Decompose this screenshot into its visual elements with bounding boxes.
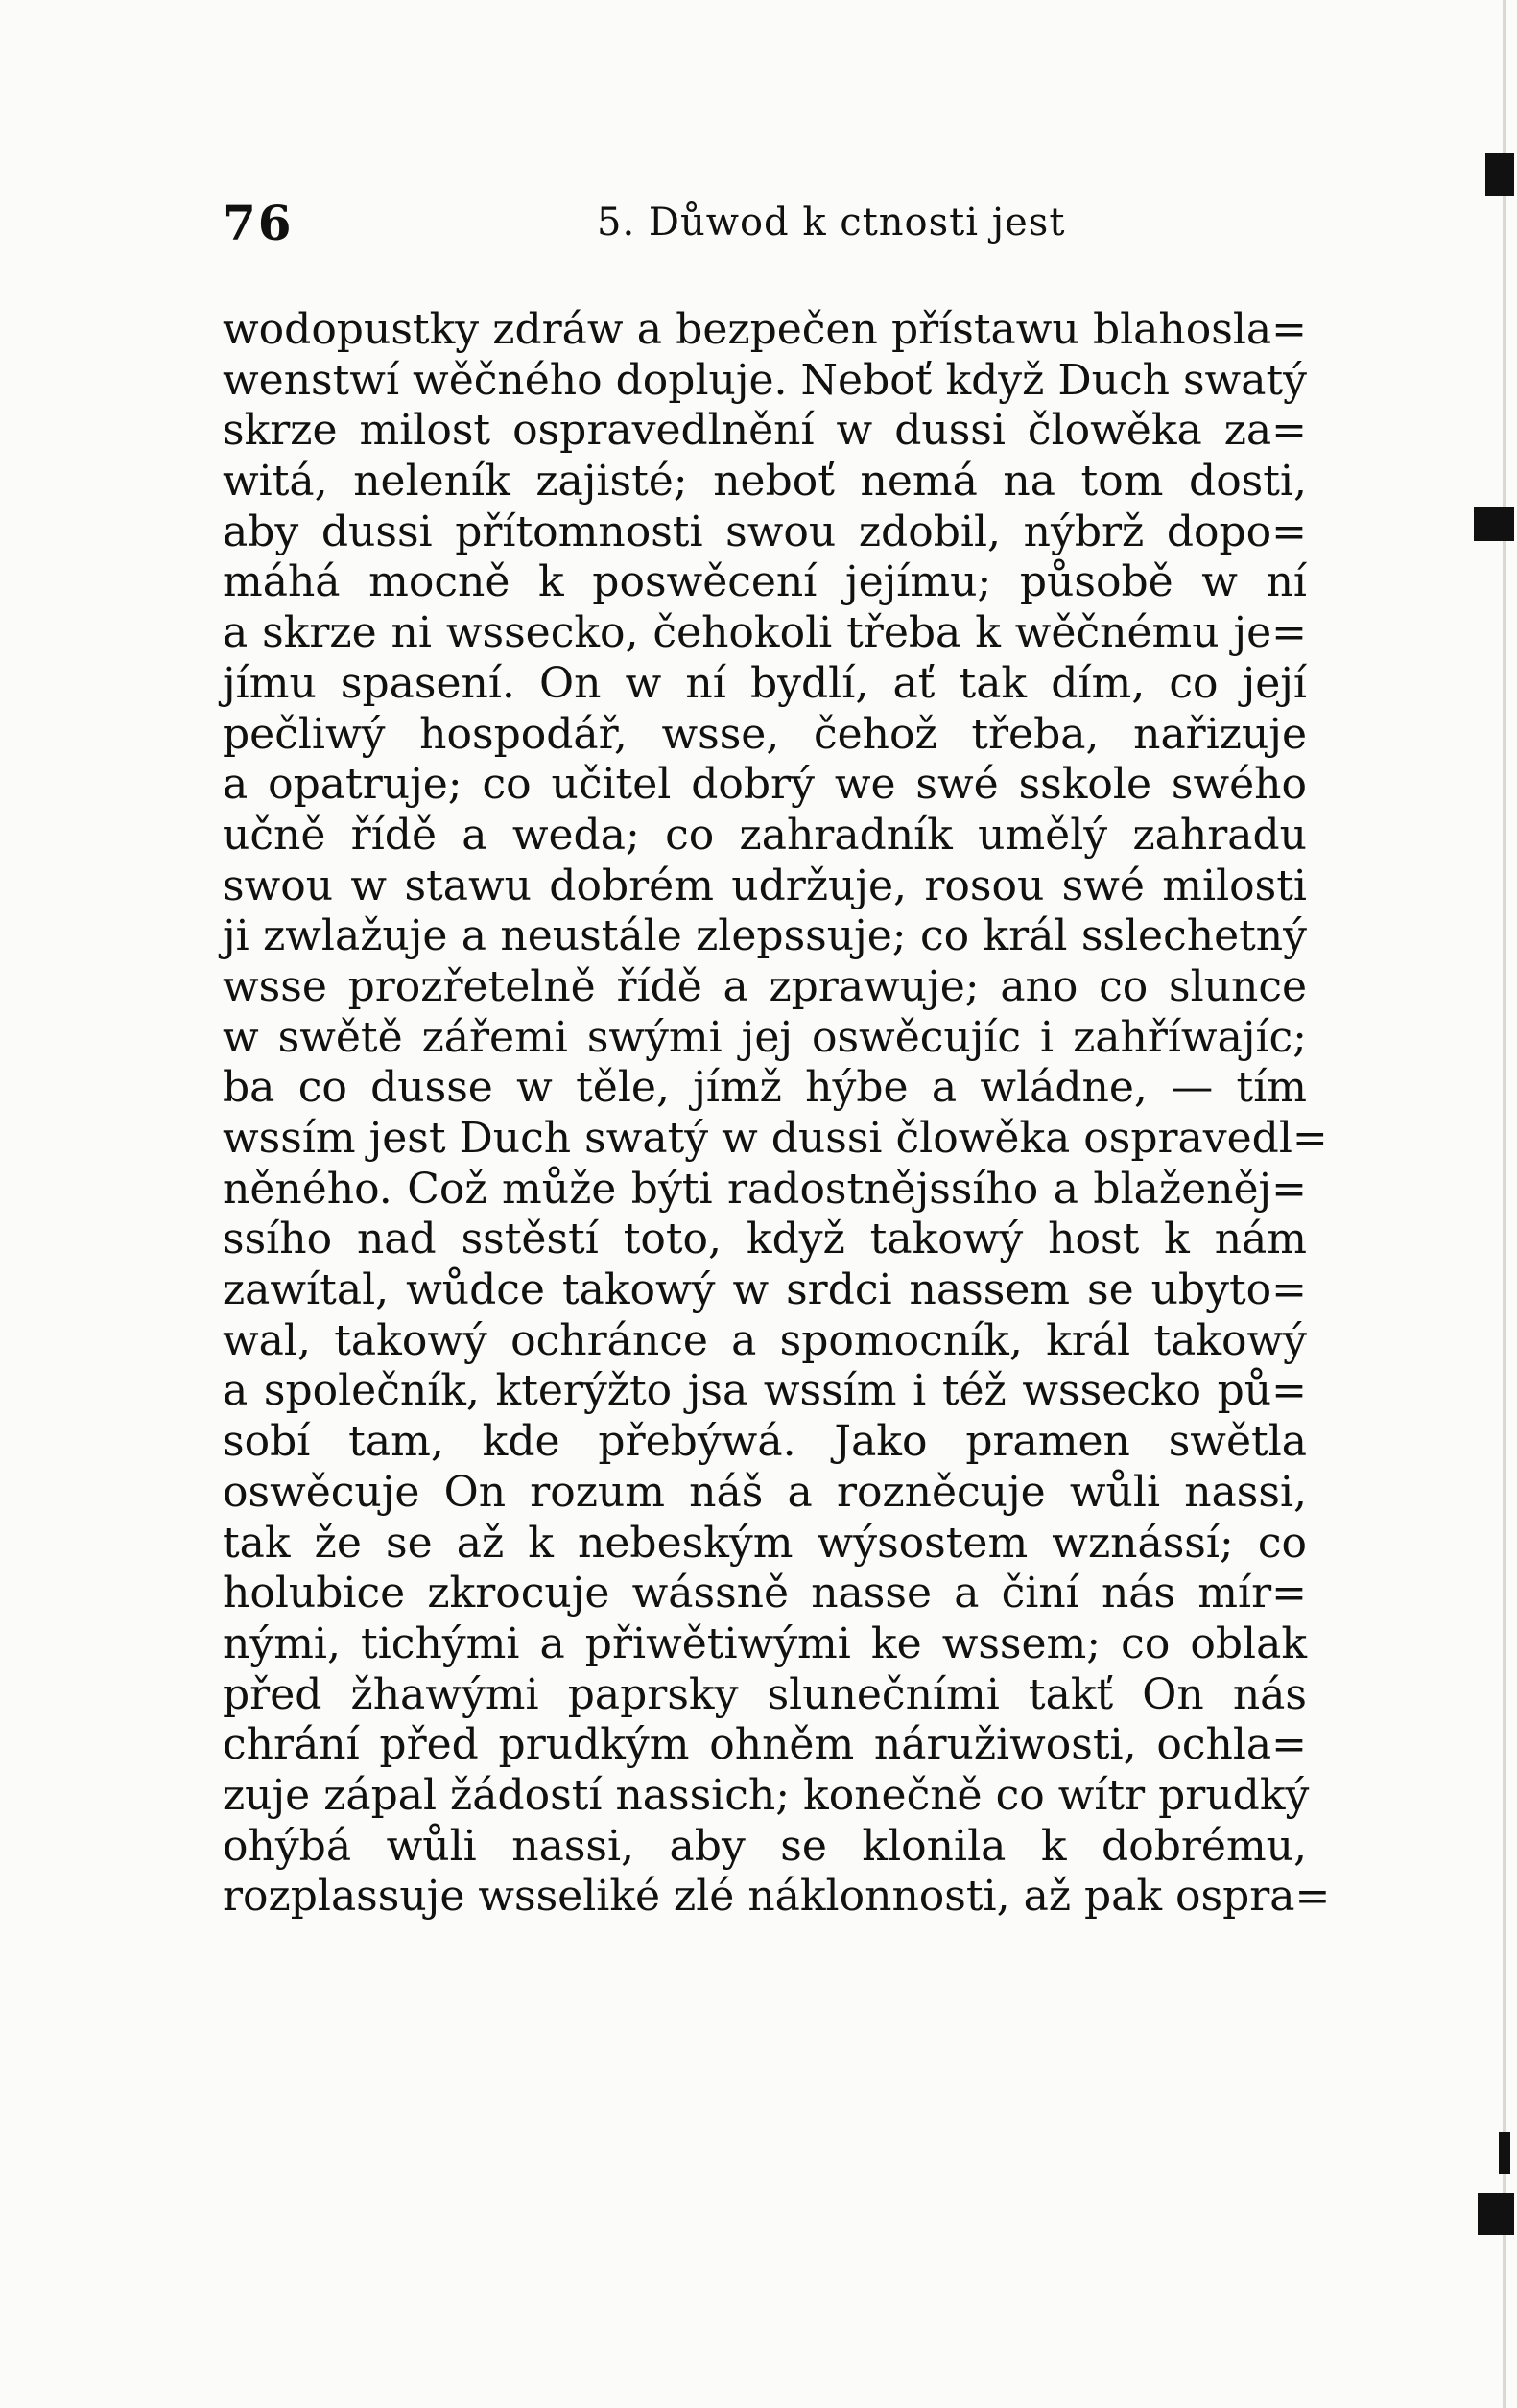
text-line: jímu spasení. On w ní bydlí, ať tak dím, co její <box>223 658 1307 708</box>
text-line: a společník, kterýžto jsa wssím i též wssecko pů= <box>223 1366 1307 1416</box>
text-line: w swětě zářemi swými jej oswěcujíc i zahříwajíc; <box>223 1012 1307 1062</box>
text-line: rozplassuje wsseliké zlé náklonnosti, až pak ospra= <box>223 1872 1331 1922</box>
edge-mark-upper <box>1474 507 1514 541</box>
text-line: wenstwí wěčného dopluje. Neboť když Duch swatý <box>223 355 1307 405</box>
text-line: holubice zkrocuje wássně nasse a činí nás mír= <box>223 1569 1307 1618</box>
text-line: skrze milost ospravedlnění w dussi člowěka za= <box>223 406 1307 456</box>
text-line: wssím jest Duch swatý w dussi člowěka ospravedl= <box>223 1114 1328 1163</box>
page-edge <box>1503 0 1506 2408</box>
text-line: nými, tichými a přiwětiwými ke wssem; co oblak <box>223 1618 1307 1668</box>
text-line: wodopustky zdráw a bezpečen přístawu blahosla= <box>223 305 1307 354</box>
text-line: něného. Což může býti radostnějssího a blaženěj= <box>223 1164 1307 1214</box>
text-line: wal, takowý ochránce a spomocník, král takowý <box>223 1315 1307 1365</box>
text-line: aby dussi přítomnosti swou zdobil, nýbrž dopo= <box>223 507 1307 556</box>
text-line: učně řídě a weda; co zahradník umělý zahradu <box>223 810 1307 860</box>
text-line: ba co dusse w těle, jímž hýbe a wládne, — tím <box>223 1063 1307 1113</box>
text-line: witá, neleník zajisté; neboť nemá na tom dosti, <box>223 457 1307 507</box>
edge-mark-top <box>1485 153 1514 196</box>
text-line: zuje zápal žádostí nassich; konečně co wítr prudký <box>223 1770 1310 1820</box>
running-title: 5. Důwod k ctnosti jest <box>597 201 1066 245</box>
text-line: máhá mocně k poswěcení jejímu; působě w ní <box>223 557 1307 607</box>
text-line: swou w stawu dobrém udržuje, rosou swé milosti <box>223 861 1307 910</box>
text-line: pečliwý hospodář, wsse, čehož třeba, nařizuje <box>223 709 1307 759</box>
text-line: chrání před prudkým ohněm náružiwosti, ochla= <box>223 1720 1307 1770</box>
edge-mark-lower <box>1499 2132 1510 2174</box>
body-text <box>223 305 1331 1923</box>
text-line: před žhawými paprsky slunečními takť On nás <box>223 1669 1307 1719</box>
page-header <box>223 195 1307 256</box>
text-line: ohýbá wůli nassi, aby se klonila k dobrému, <box>223 1821 1307 1871</box>
edge-mark-bottom <box>1478 2193 1514 2235</box>
text-line: wsse prozřetelně řídě a zprawuje; ano co slunce <box>223 961 1307 1011</box>
text-line: oswěcuje On rozum náš a rozněcuje wůli nassi, <box>223 1467 1307 1517</box>
text-line: ssího nad sstěstí toto, když takowý host k nám <box>223 1215 1307 1264</box>
text-line: ji zwlažuje a neustále zlepssuje; co král sslechetný <box>223 911 1307 961</box>
page-number: 76 <box>223 195 294 251</box>
text-line: tak že se až k nebeským wýsostem wznássí; co <box>223 1518 1307 1568</box>
text-line: sobí tam, kde přebýwá. Jako pramen swětla <box>223 1417 1307 1467</box>
text-line: a skrze ni wssecko, čehokoli třeba k wěčnému je= <box>223 608 1307 658</box>
text-line: zawítal, wůdce takowý w srdci nassem se ubyto= <box>223 1265 1307 1315</box>
text-line: a opatruje; co učitel dobrý we swé sskole swého <box>223 760 1307 810</box>
